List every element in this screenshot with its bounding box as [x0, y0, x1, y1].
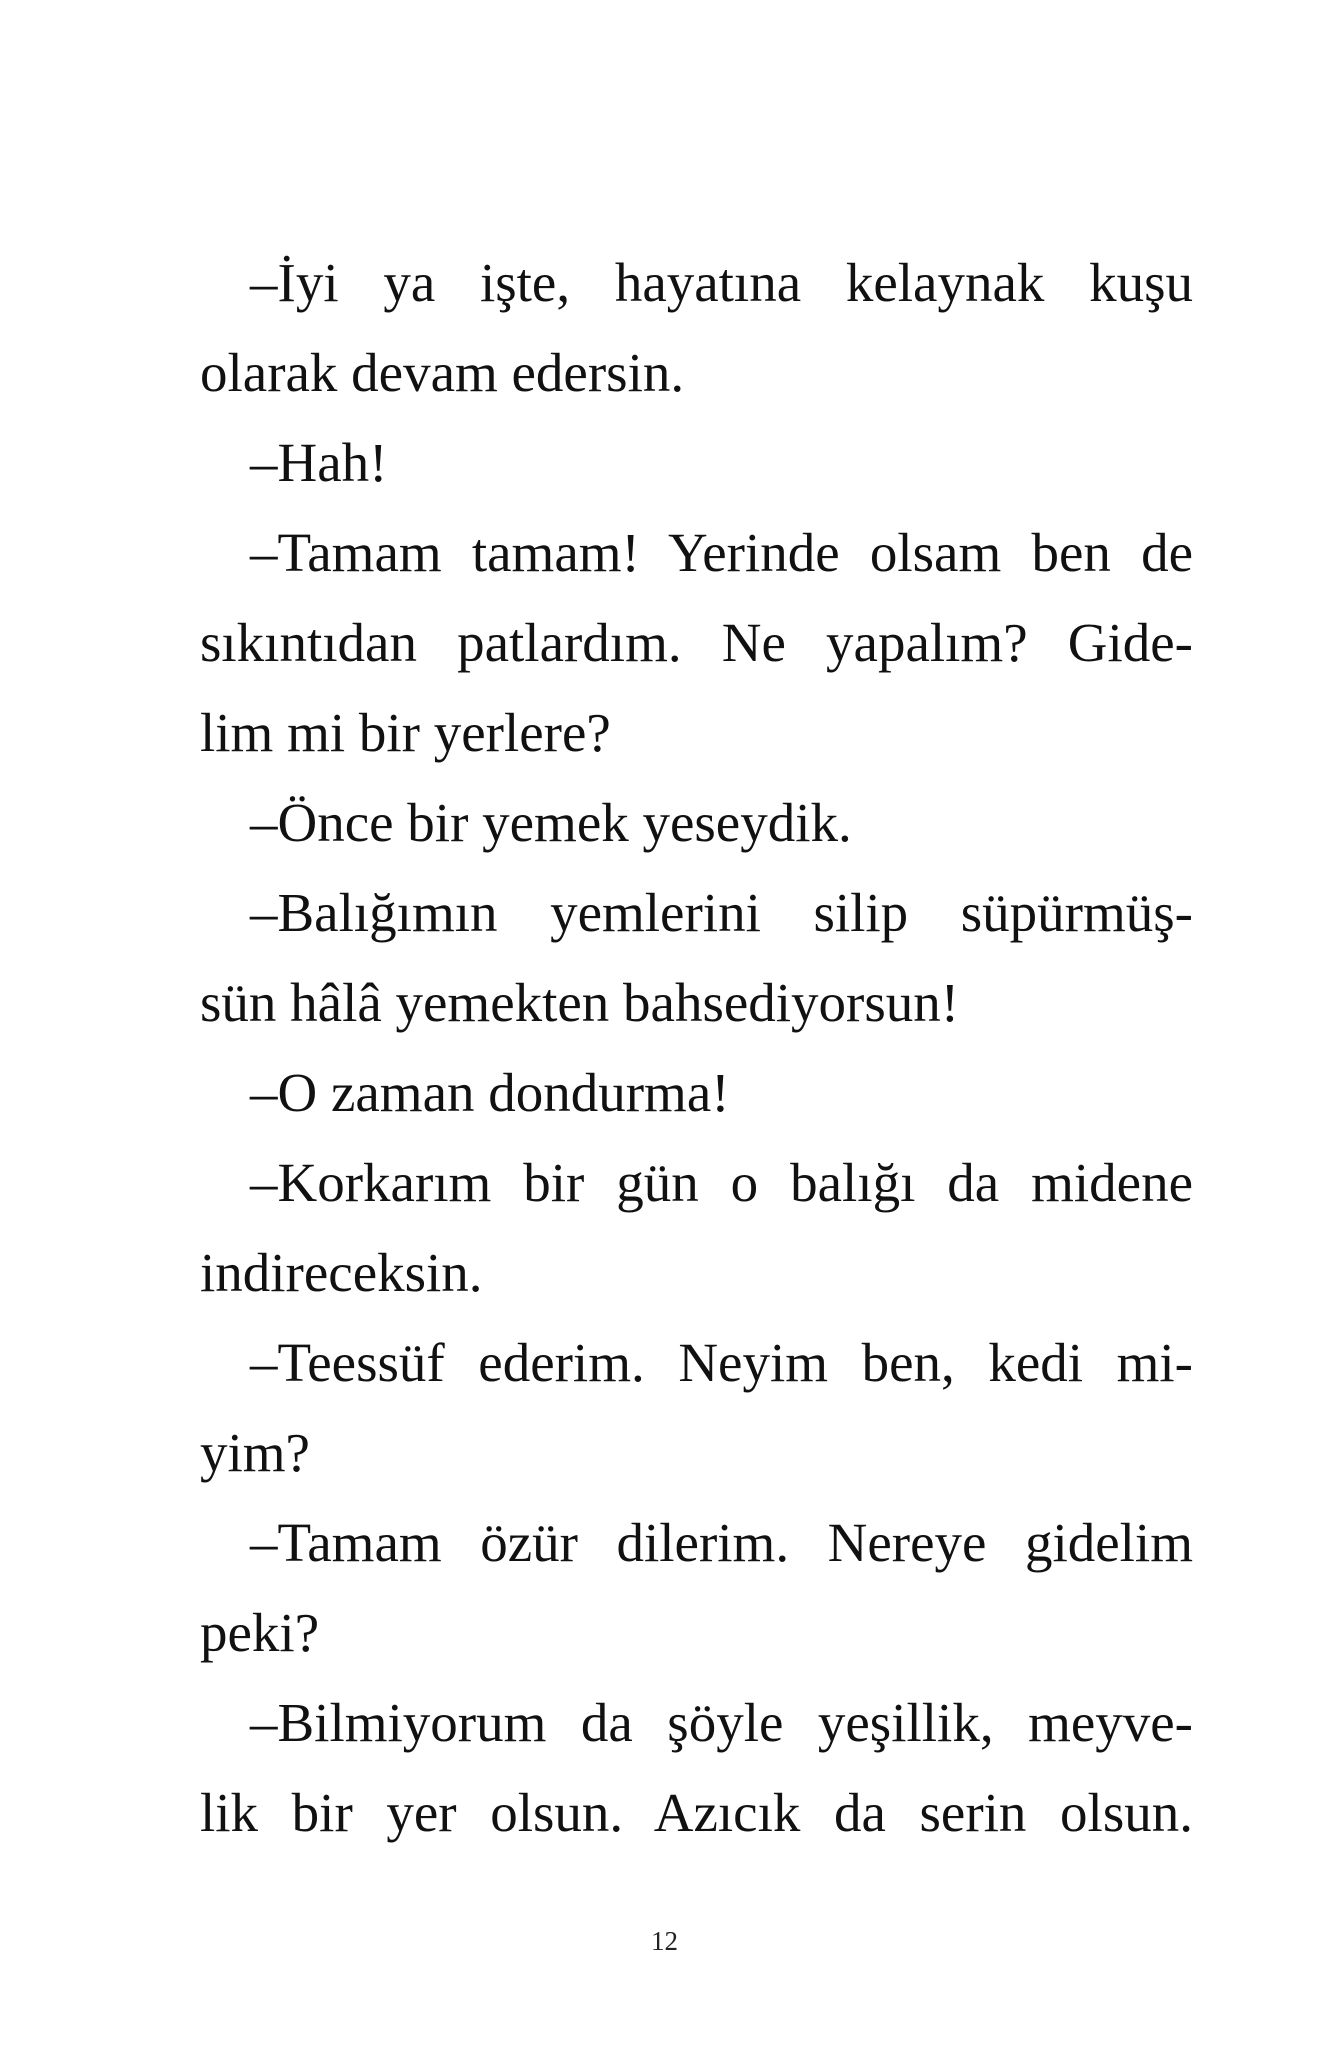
text-line: –Önce bir yemek yeseydik.: [250, 792, 852, 853]
text-line: –İyi ya işte, hayatına kelaynak kuşu: [250, 252, 1193, 313]
text-line: –Bilmiyorum da şöyle yeşillik, meyve-: [250, 1692, 1193, 1753]
text-line: lim mi bir yerlere?: [200, 702, 611, 763]
text-line: olarak devam edersin.: [200, 342, 685, 403]
text-line: sün hâlâ yemekten bahsediyorsun!: [200, 972, 960, 1033]
text-line: –Hah!: [250, 432, 388, 493]
text-line: –Tamam tamam! Yerinde olsam ben de: [250, 522, 1193, 583]
text-line: lik bir yer olsun. Azıcık da serin olsun.: [200, 1782, 1193, 1843]
text-line: –O zaman dondurma!: [250, 1062, 730, 1123]
text-line: indireceksin.: [200, 1242, 483, 1303]
text-line: –Tamam özür dilerim. Nereye gidelim: [250, 1512, 1193, 1573]
text-line: yim?: [200, 1422, 310, 1483]
text-line: peki?: [200, 1602, 320, 1663]
text-line: –Korkarım bir gün o balığı da midene: [250, 1152, 1193, 1213]
text-line: –Balığımın yemlerini silip süpürmüş-: [250, 882, 1193, 943]
page-number: 12: [651, 1926, 678, 1956]
text-line: –Teessüf ederim. Neyim ben, kedi mi-: [250, 1332, 1193, 1393]
text-line: sıkıntıdan patlardım. Ne yapalım? Gide-: [200, 612, 1193, 673]
